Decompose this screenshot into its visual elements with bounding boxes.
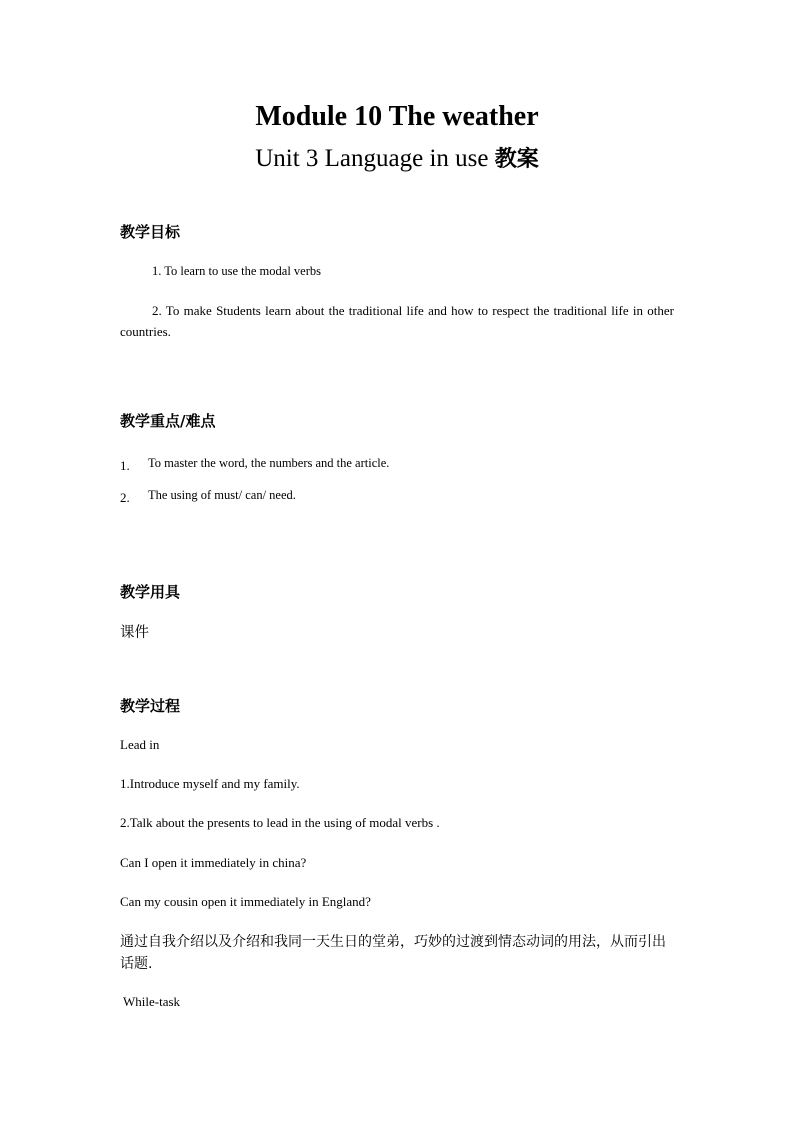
objectives-heading: 教学目标 xyxy=(120,223,181,241)
process-cn-paragraph: 通过自我介绍以及介绍和我同一天生日的堂弟，巧妙的过渡到情态动词的用法，从而引出话题. xyxy=(120,934,666,972)
materials-heading: 教学用具 xyxy=(120,583,181,601)
process-while-task: While-task xyxy=(120,994,181,1009)
subtitle-en: Unit 3 Language in use xyxy=(255,145,489,172)
key-points-heading: 教学重点/难点 xyxy=(120,412,216,430)
key-point-number-2: 2. xyxy=(120,490,130,505)
process-line-4: Can my cousin open it immediately in England? xyxy=(120,894,371,909)
process-line-3: Can I open it immediately in china? xyxy=(120,855,307,870)
objective-item-2: 2. To make Students learn about the traditional life and how to respect the traditional life in other countries. xyxy=(120,303,674,339)
document-title: Module 10 The weather xyxy=(255,101,539,132)
key-point-text-1: To master the word, the numbers and the article. xyxy=(148,456,390,470)
objective-item-1: 1. To learn to use the modal verbs xyxy=(152,264,321,278)
document-subtitle xyxy=(0,143,794,176)
process-line-lead-in: Lead in xyxy=(120,737,160,752)
process-heading: 教学过程 xyxy=(120,697,181,715)
key-point-text-2: The using of must/ can/ need. xyxy=(148,488,296,502)
key-point-number-1: 1. xyxy=(120,458,130,473)
materials-text: 课件 xyxy=(120,625,149,641)
subtitle-cn: 教案 xyxy=(494,147,539,172)
process-line-1: 1.Introduce myself and my family. xyxy=(120,776,300,791)
process-line-2: 2.Talk about the presents to lead in the using of modal verbs . xyxy=(120,815,440,830)
